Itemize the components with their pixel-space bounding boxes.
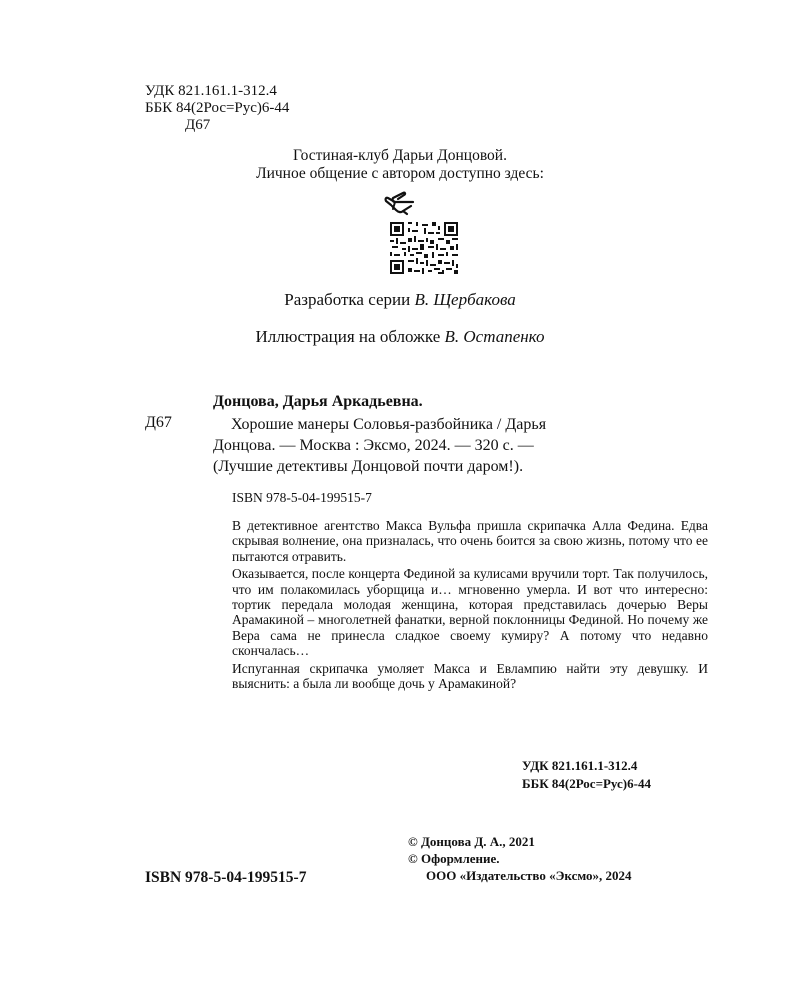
- pointing-hand-icon: [383, 190, 417, 216]
- record-line-3: (Лучшие детективы Донцовой почти даром!).: [213, 458, 524, 475]
- bibliographic-record: [213, 414, 703, 477]
- annotation-paragraph-3: Испуганная скрипачка умоляет Макса и Евлампию найти эту девушку. И выяснить: а была ли вообще дочь у Арамакиной?: [232, 660, 708, 692]
- annotation-paragraph-2: Оказывается, после концерта Фединой за кулисами вручили торт. Так получилось, что им полакомилась уборщица и… мгновенно умерла. И вот что интересно: тортик передала молодая женщина, которая представилась дочерью Веры Арамакиной – многолетней фанатки, верной поклонницы Фединой. Но почему же Вера сама не принесла сладкое своему кумиру? А потому что недавно скончалась…: [232, 566, 708, 659]
- copyright-design: © Оформление.: [408, 851, 500, 866]
- annotation: [232, 518, 708, 691]
- qr-code-icon: [390, 222, 458, 274]
- series-credit: [0, 290, 800, 310]
- series-label: Разработка серии: [284, 290, 411, 309]
- record-isbn: ISBN 978-5-04-199515-7: [232, 490, 372, 505]
- copyright-block: [408, 833, 632, 884]
- record-line-2: Донцова. — Москва : Эксмо, 2024. — 320 с. —: [213, 437, 534, 454]
- classification-footer: [522, 757, 651, 793]
- record-code: Д67: [145, 414, 172, 431]
- cover-illustrator: В. Остапенко: [444, 327, 545, 346]
- copyright-publisher: ООО «Издательство «Эксмо», 2024: [426, 868, 632, 883]
- series-designer: В. Щербакова: [414, 290, 516, 309]
- salon-line-1: Гостиная-клуб Дарьи Донцовой.: [293, 147, 507, 164]
- author-mark: Д67: [185, 117, 211, 133]
- classification-header: [145, 83, 289, 134]
- cover-credit: [0, 327, 800, 347]
- udk-code: УДК 821.161.1-312.4: [145, 83, 277, 99]
- bbk-code-footer: ББК 84(2Рос=Рус)6-44: [522, 776, 651, 791]
- salon-line-2: Личное общение с автором доступно здесь:: [256, 165, 544, 182]
- record-line-1: Хорошие манеры Соловья-разбойника / Дарья: [231, 416, 547, 433]
- annotation-paragraph-1: В детективное агентство Макса Вульфа пришла скрипачка Алла Федина. Едва скрывая волнение, она призналась, что очень боится за свою жизнь, потому что ее пытаются отравить.: [232, 518, 708, 564]
- isbn-main: ISBN 978-5-04-199515-7: [145, 869, 307, 886]
- copyright-author: © Донцова Д. А., 2021: [408, 834, 535, 849]
- record-author: Донцова, Дарья Аркадьевна.: [213, 393, 423, 410]
- udk-code-footer: УДК 821.161.1-312.4: [522, 758, 638, 773]
- salon-notice: [0, 147, 800, 183]
- bbk-code: ББК 84(2Рос=Рус)6-44: [145, 100, 290, 116]
- cover-label: Иллюстрация на обложке: [255, 327, 441, 346]
